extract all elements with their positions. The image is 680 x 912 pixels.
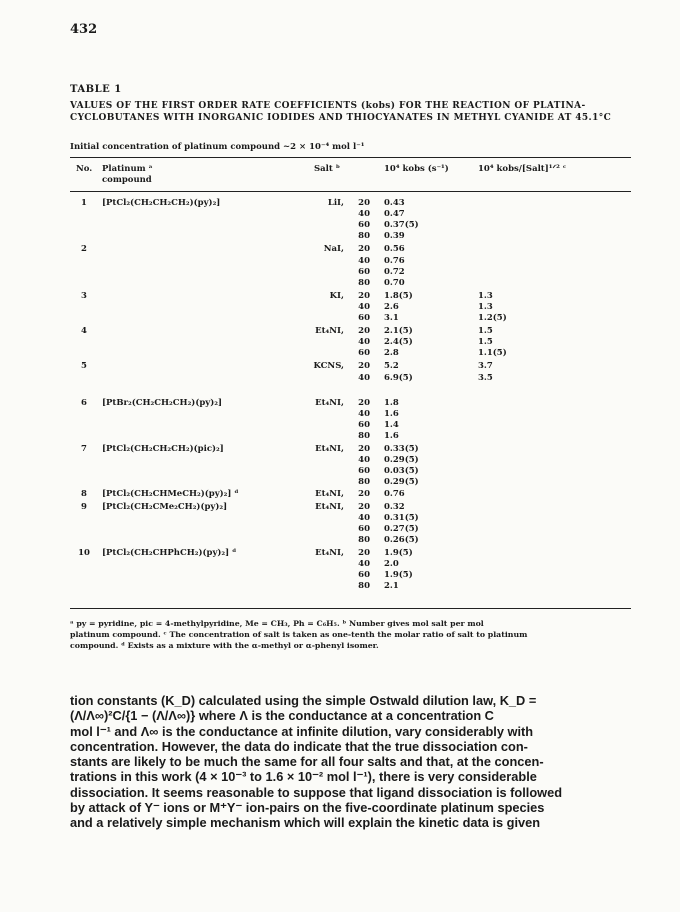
salt-cell: NaI, [323, 244, 344, 255]
table-subtitle: Initial concentration of platinum compound ~2 × 10⁻⁴ mol l⁻¹ [70, 142, 365, 152]
table-top-rule [70, 157, 631, 158]
footnote-line: compound. ᵈ Exists as a mixture with the α-methyl or α-phenyl isomer. [70, 641, 379, 650]
kobs-normalized-cell: 1.5 [478, 326, 493, 337]
kobs-cell: 0.32 [384, 501, 405, 512]
table-footnotes [70, 618, 632, 651]
compound-cell: [PtCl₂(CH₂CH₂CH₂)(pic)₂] [102, 444, 224, 454]
ratio-cell: 80 [358, 581, 370, 592]
kobs-cell: 1.6 [384, 430, 399, 441]
body-line: concentration. However, the data do indicate that the true dissociation con- [70, 738, 528, 754]
kobs-normalized-cell: 3.5 [478, 372, 493, 383]
body-line: dissociation. It seems reasonable to suppose that ligand dissociation is followed [70, 784, 563, 800]
ratio-cell: 20 [358, 244, 370, 255]
kobs-cell: 1.8 [384, 397, 399, 408]
row-number: 4 [81, 326, 87, 337]
salt-cell: KI, [329, 290, 344, 301]
header-kobs: 10⁴ kobs (s⁻¹) [384, 164, 449, 174]
kobs-cell: 0.56 [384, 244, 405, 255]
kobs-cell: 2.4(5) [384, 337, 413, 348]
ratio-cell: 60 [358, 220, 370, 231]
ratio-cell: 80 [358, 430, 370, 441]
ratio-cell: 80 [358, 534, 370, 545]
kobs-cell: 0.31(5) [384, 512, 419, 523]
ratio-cell: 40 [358, 301, 370, 312]
ratio-cell: 60 [358, 570, 370, 581]
ratio-cell: 40 [358, 337, 370, 348]
compound-cell: [PtCl₂(CH₂CH₂CH₂)(py)₂] [102, 198, 221, 208]
kobs-cell: 5.2 [384, 361, 399, 372]
kobs-cell: 1.9(5) [384, 547, 413, 558]
kobs-cell: 3.1 [384, 313, 399, 323]
kobs-cell: 0.27(5) [384, 523, 419, 534]
kobs-cell: 1.4 [384, 419, 399, 430]
kobs-cell: 0.33(5) [384, 444, 419, 454]
kobs-cell: 0.29(5) [384, 455, 419, 466]
page-number: 432 [70, 22, 98, 37]
salt-cell: Et₄NI, [315, 444, 344, 454]
salt-cell: Et₄NI, [315, 501, 344, 512]
ratio-cell: 20 [358, 198, 370, 208]
salt-cell: Et₄NI, [315, 547, 344, 558]
body-line: and a relatively simple mechanism which will explain the kinetic data is given [70, 815, 541, 831]
ratio-cell: 40 [358, 408, 370, 419]
kobs-cell: 0.03(5) [384, 466, 419, 477]
ratio-cell: 20 [358, 547, 370, 558]
ratio-cell: 20 [358, 444, 370, 454]
kobs-cell: 2.1 [384, 581, 399, 592]
ratio-cell: 20 [358, 290, 370, 301]
ratio-cell: 20 [358, 326, 370, 337]
row-number: 2 [81, 244, 87, 255]
kobs-cell: 0.26(5) [384, 534, 419, 545]
salt-cell: LiI, [327, 198, 344, 208]
ratio-cell: 40 [358, 512, 370, 523]
compound-cell: [PtCl₂(CH₂CMe₂CH₂)(py)₂] [102, 501, 228, 512]
salt-cell: KCNS, [313, 361, 344, 372]
kobs-cell: 0.76 [384, 255, 405, 266]
ratio-cell: 40 [358, 255, 370, 266]
salt-cell: Et₄NI, [315, 397, 344, 408]
compound-cell: [PtCl₂(CH₂CHMeCH₂)(py)₂] ᵈ [102, 489, 239, 500]
kobs-normalized-cell: 1.2(5) [478, 313, 507, 323]
kobs-cell: 0.43 [384, 198, 405, 208]
header-salt: Salt ᵇ [314, 164, 340, 174]
body-paragraph [70, 693, 640, 831]
ratio-cell: 60 [358, 419, 370, 430]
row-number: 3 [81, 290, 87, 301]
body-line: tion constants (K_D) calculated using the simple Ostwald dilution law, K_D = [70, 693, 537, 708]
body-line: stants are likely to be much the same for all four salts and that, at the concen- [70, 754, 544, 770]
kobs-cell: 0.72 [384, 266, 405, 277]
kobs-cell: 2.6 [384, 301, 399, 312]
ratio-cell: 60 [358, 348, 370, 359]
salt-cell: Et₄NI, [315, 326, 344, 337]
ratio-cell: 80 [358, 231, 370, 242]
ratio-cell: 60 [358, 523, 370, 534]
kobs-cell: 0.70 [384, 277, 405, 288]
kobs-normalized-cell: 1.1(5) [478, 348, 507, 359]
ratio-cell: 20 [358, 361, 370, 372]
kobs-cell: 6.9(5) [384, 372, 413, 383]
ratio-cell: 80 [358, 477, 370, 488]
ratio-cell: 20 [358, 489, 370, 500]
row-number: 5 [81, 361, 87, 372]
header-no: No. [76, 164, 93, 174]
ratio-cell: 40 [358, 372, 370, 383]
kobs-cell: 0.76 [384, 489, 405, 500]
table-caption: VALUES OF THE FIRST ORDER RATE COEFFICIENTS (kobs) FOR THE REACTION OF PLATINA-CYCLOBUTANES WITH INORGANIC IODIDES AND THIOCYANATES IN METHYL CYANIDE AT 45.1°C [70, 101, 612, 123]
ratio-cell: 20 [358, 501, 370, 512]
ratio-cell: 40 [358, 455, 370, 466]
footnote-line: platinum compound. ᶜ The concentration of salt is taken as one-tenth the molar ratio of salt to platinum [70, 630, 528, 639]
kobs-cell: 1.6 [384, 408, 399, 419]
ratio-cell: 60 [358, 266, 370, 277]
table-label: TABLE 1 [70, 84, 122, 95]
ratio-cell: 80 [358, 277, 370, 288]
ratio-cell: 20 [358, 397, 370, 408]
body-line: (Λ/Λ∞)²C/{1 − (Λ/Λ∞)} where Λ is the conductance at a concentration C [70, 708, 494, 724]
row-number: 8 [81, 489, 87, 500]
body-line: by attack of Y⁻ ions or M⁺Y⁻ ion-pairs on the five-coordinate platinum species [70, 800, 545, 816]
kobs-cell: 2.0 [384, 559, 399, 569]
kobs-normalized-cell: 1.3 [478, 301, 493, 312]
kobs-normalized-cell: 1.5 [478, 337, 493, 348]
kobs-cell: 0.29(5) [384, 477, 419, 488]
table-header-rule [70, 191, 631, 192]
body-line: trations in this work (4 × 10⁻³ to 1.6 × 10⁻² mol l⁻¹), there is very considerable [70, 769, 537, 785]
header-compound: Platinum ᵃ compound [102, 164, 153, 185]
kobs-cell: 1.9(5) [384, 570, 413, 581]
header-kobs-normalized: 10⁴ kobs/[Salt]¹ᐟ² ᶜ [478, 164, 567, 174]
ratio-cell: 60 [358, 466, 370, 477]
row-number: 10 [78, 547, 90, 558]
kobs-cell: 2.1(5) [384, 326, 413, 337]
kobs-cell: 0.47 [384, 209, 405, 220]
kobs-cell: 2.8 [384, 348, 399, 359]
salt-cell: Et₄NI, [315, 489, 344, 500]
kobs-cell: 0.39 [384, 231, 405, 242]
compound-cell: [PtBr₂(CH₂CH₂CH₂)(py)₂] [102, 397, 222, 408]
ratio-cell: 60 [358, 313, 370, 323]
row-number: 1 [81, 198, 87, 208]
kobs-normalized-cell: 3.7 [478, 361, 493, 372]
footnote-line: ᵃ py = pyridine, pic = 4-methylpyridine, Me = CH₃, Ph = C₆H₅. ᵇ Number gives mol salt per mol [70, 619, 484, 628]
table-bottom-rule [70, 608, 631, 609]
row-number: 7 [81, 444, 87, 454]
kobs-cell: 1.8(5) [384, 290, 413, 301]
ratio-cell: 40 [358, 209, 370, 220]
kobs-cell: 0.37(5) [384, 220, 419, 231]
body-line: mol l⁻¹ and Λ∞ is the conductance at infinite dilution, vary considerably with [70, 723, 534, 739]
compound-cell: [PtCl₂(CH₂CHPhCH₂)(py)₂] ᵈ [102, 547, 237, 558]
kobs-normalized-cell: 1.3 [478, 290, 493, 301]
ratio-cell: 40 [358, 559, 370, 569]
row-number: 9 [81, 501, 87, 512]
row-number: 6 [81, 397, 87, 408]
